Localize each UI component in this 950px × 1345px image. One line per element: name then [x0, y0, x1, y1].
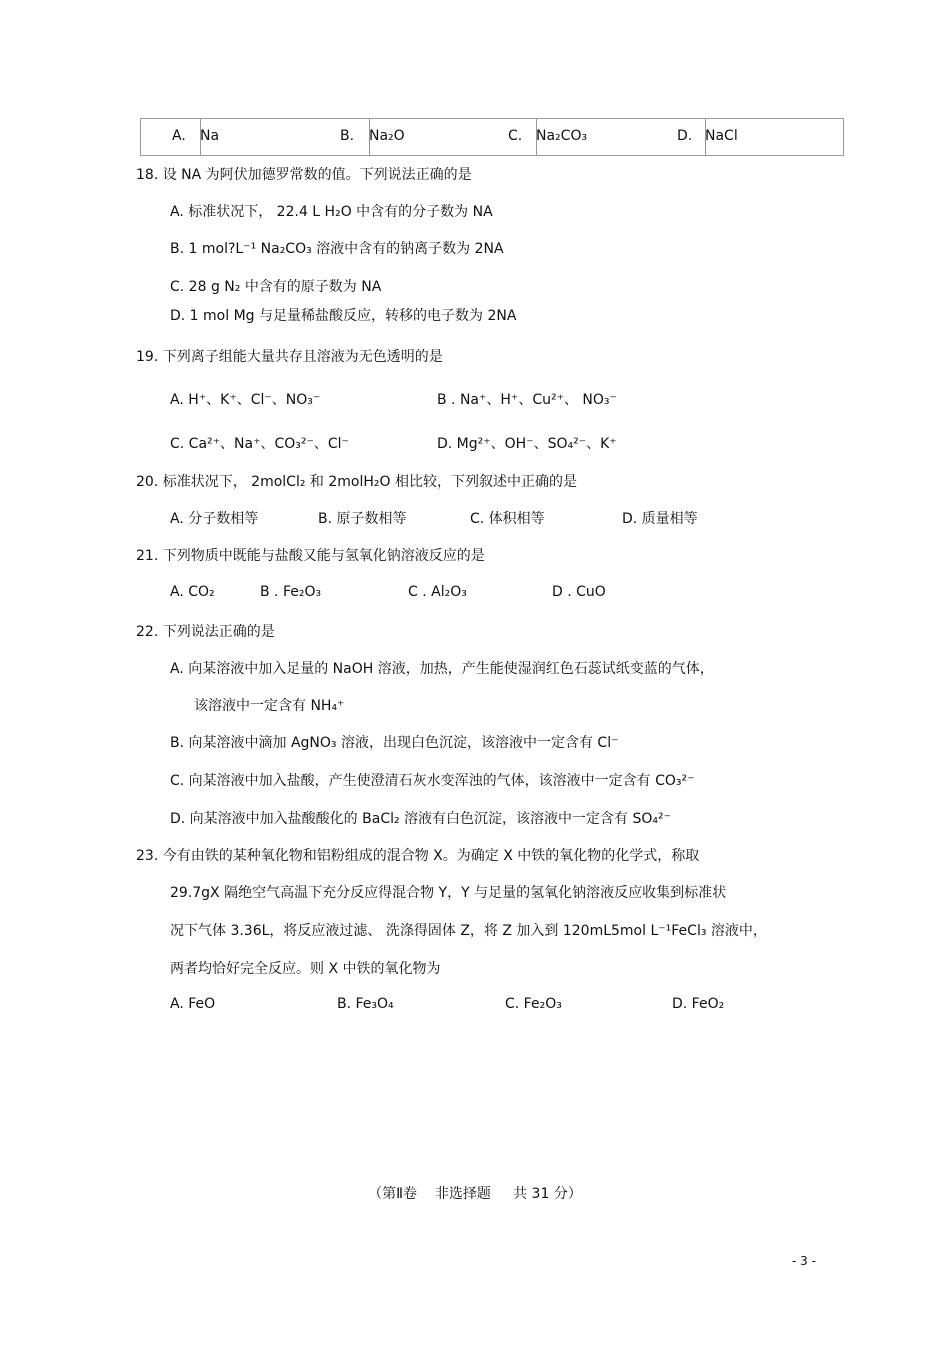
q19-option-d: D. Mg²⁺、OH⁻、SO₄²⁻、K⁺: [437, 436, 617, 452]
q23-option-a: A. FeO: [170, 996, 216, 1012]
section-title: （第Ⅱ卷 非选择题 共 31 分）: [368, 1186, 582, 1202]
q22-option-b: B. 向某溶液中滴加 AgNO₃ 溶液，出现白色沉淀，该溶液中一定含有 Cl⁻: [170, 735, 619, 751]
q20-option-a: A. 分子数相等: [170, 511, 259, 527]
q19-option-c: C. Ca²⁺、Na⁺、CO₃²⁻、Cl⁻: [170, 436, 349, 452]
option-b-label: B.: [340, 128, 355, 144]
q22-option-c: C. 向某溶液中加入盐酸，产生使澄清石灰水变浑浊的气体，该溶液中一定含有 CO₃²⁻: [170, 773, 695, 789]
q21-option-b: B . Fe₂O₃: [260, 584, 322, 600]
q20-stem: 20. 标准状况下， 2molCl₂ 和 2molH₂O 相比较，下列叙述中正确的是: [136, 474, 577, 490]
q22-option-a-line2: 该溶液中一定含有 NH₄⁺: [194, 698, 345, 714]
q23-stem-line3: 况下气体 3.36L，将反应液过滤、 洗涤得固体 Z，将 Z 加入到 120mL5mol L⁻¹FeCl₃ 溶液中，: [170, 923, 767, 939]
q23-stem-line2: 29.7gX 隔绝空气高温下充分反应得混合物 Y，Y 与足量的氢氧化钠溶液反应收集到标准状: [170, 885, 727, 901]
q19-option-a: A. H⁺、K⁺、Cl⁻、NO₃⁻: [170, 392, 321, 408]
q22-option-a-line1: A. 向某溶液中加入足量的 NaOH 溶液，加热，产生能使湿润红色石蕊试纸变蓝的气体，: [170, 661, 714, 677]
option-b-value: Na₂O: [369, 128, 405, 144]
option-c-label: C.: [508, 128, 523, 144]
q18-stem: 18. 设 NA 为阿伏加德罗常数的值。下列说法正确的是: [136, 167, 472, 183]
q19-option-b: B . Na⁺、H⁺、Cu²⁺、 NO₃⁻: [437, 392, 617, 408]
q21-stem: 21. 下列物质中既能与盐酸又能与氢氧化钠溶液反应的是: [136, 548, 485, 564]
q22-option-d: D. 向某溶液中加入盐酸酸化的 BaCl₂ 溶液有白色沉淀，该溶液中一定含有 SO₄²⁻: [170, 811, 672, 827]
q23-option-c: C. Fe₂O₃: [505, 996, 562, 1012]
option-d-value: NaCl: [705, 128, 738, 144]
answer-table: [140, 118, 844, 156]
q18-option-b: B. 1 mol?L⁻¹ Na₂CO₃ 溶液中含有的钠离子数为 2NA: [170, 241, 504, 257]
q19-stem: 19. 下列离子组能大量共存且溶液为无色透明的是: [136, 349, 443, 365]
q23-stem-line4: 两者均恰好完全反应。则 X 中铁的氧化物为: [170, 961, 441, 977]
q22-stem: 22. 下列说法正确的是: [136, 624, 275, 640]
q18-option-a: A. 标准状况下， 22.4 L H₂O 中含有的分子数为 NA: [170, 204, 493, 220]
q18-option-d: D. 1 mol Mg 与足量稀盐酸反应，转移的电子数为 2NA: [170, 308, 517, 324]
page-number: - 3 -: [792, 1254, 816, 1268]
q20-option-c: C. 体积相等: [470, 511, 545, 527]
option-a-label: A.: [172, 128, 186, 144]
q20-option-b: B. 原子数相等: [318, 511, 407, 527]
q23-option-d: D. FeO₂: [672, 996, 725, 1012]
q20-option-d: D. 质量相等: [622, 511, 698, 527]
q21-option-d: D . CuO: [552, 584, 606, 600]
table-divider: [843, 119, 844, 155]
q23-stem-line1: 23. 今有由铁的某种氧化物和铝粉组成的混合物 X。为确定 X 中铁的氧化物的化学式，称取: [136, 848, 700, 864]
table-divider: [140, 119, 141, 155]
q18-option-c: C. 28 g N₂ 中含有的原子数为 NA: [170, 279, 382, 295]
q23-option-b: B. Fe₃O₄: [337, 996, 394, 1012]
q21-option-a: A. CO₂: [170, 584, 215, 600]
option-d-label: D.: [677, 128, 693, 144]
q21-option-c: C . Al₂O₃: [408, 584, 467, 600]
option-c-value: Na₂CO₃: [536, 128, 588, 144]
option-a-value: Na: [200, 128, 220, 144]
